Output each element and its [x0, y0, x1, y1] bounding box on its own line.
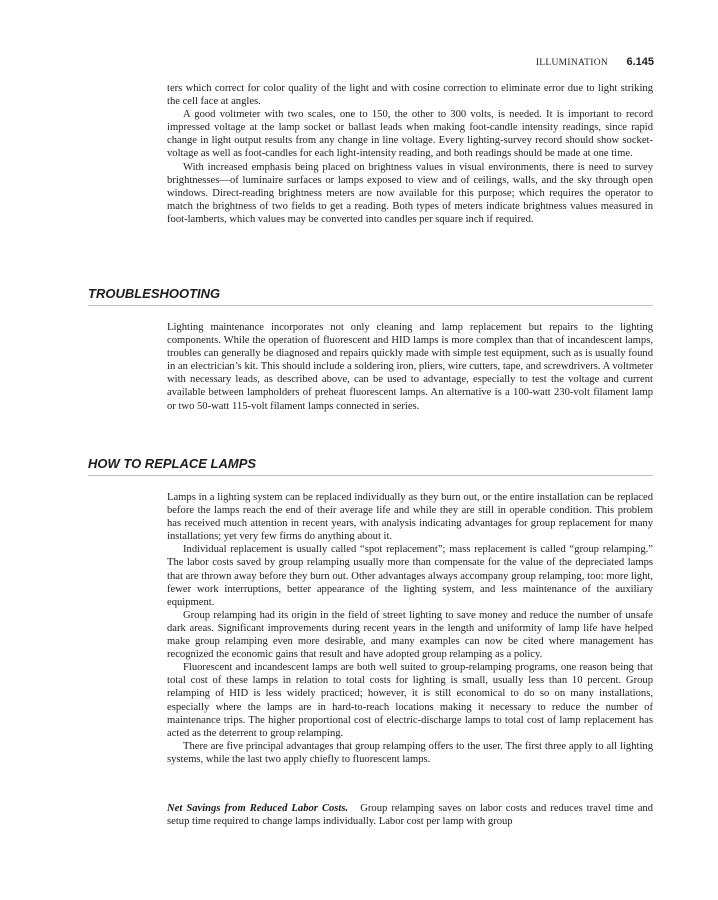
- running-head: [536, 52, 654, 70]
- page-number: 6.145: [626, 56, 654, 68]
- replace-paragraph-5: There are five principal advantages that group relamping offers to the user. The first three apply to all lighting systems, while the last two apply chiefly to fluorescent lamps.: [167, 740, 653, 765]
- intro-paragraph-1: ters which correct for color quality of the light and with cosine correction to eliminate error due to light striking the cell face at angles.: [167, 83, 653, 108]
- intro-block: [167, 82, 653, 226]
- troubleshooting-block: [167, 321, 653, 413]
- replace-paragraph-3: Group relamping had its origin in the field of street lighting to save money and reduce the number of unsafe dark areas. Significant improvements during recent years in the length and uniformity of lamp life have helped make group relamping even more desirable, and many examples can now be cited where management has recognized the economic gains that result and have adopted group relamping as a policy.: [167, 609, 653, 661]
- troubleshooting-heading: TROUBLESHOOTING: [88, 286, 653, 306]
- replace-paragraph-2: Individual replacement is usually called “spot replacement”; mass replacement is called “group relamping.” The labor costs saved by group relamping usually more than compensate for the value of the depreciated lamps that are thrown away before they burn out. Other advantages always accompany group relamping, too: more light, fewer work interruptions, better appearance of the lighting system, and less maintenance of the auxiliary equipment.: [167, 544, 653, 608]
- net-savings-paragraph: [167, 802, 653, 828]
- troubleshooting-paragraph-1: Lighting maintenance incorporates not only cleaning and lamp replacement but repairs to the lighting components. While the operation of fluorescent and HID lamps is more complex than that of incandescent lamps, troubles can generally be diagnosed and repairs quickly made with simple test equipment, such as is usually found in an electrician’s kit. This should include a soldering iron, pliers, wire cutters, tape, and screwdrivers. A voltmeter with necessary leads, as described above, can be used to advantage, especially to test the voltage and current available between lampholders of preheat fluorescent lamps. An alternative is a 100-watt 230-volt filament lamp or two 50-watt 115-volt filament lamps connected in series.: [167, 322, 653, 412]
- net-savings-text: Group relamping saves on labor costs and reduces travel time and setup time required to change lamps individually. Labor cost per lamp with group: [167, 803, 653, 828]
- replace-lamps-block: [167, 491, 653, 766]
- intro-paragraph-2: A good voltmeter with two scales, one to 150, the other to 300 volts, is needed. It is important to record impressed voltage at the lamp socket or ballast leads when making foot-candle intensity readings, since rapid change in light output results from any change in line voltage. Every lighting-survey record should show socket-voltage as well as foot-candles for each light-intensity reading, and both readings should be made at one time.: [167, 109, 653, 160]
- replace-paragraph-4: Fluorescent and incandescent lamps are both well suited to group-relamping programs, one reason being that total cost of these lamps in relation to total costs for lighting is small, usually less than 10 percent. Group relamping of HID is less widely practiced; however, it is still economical to do so on many installations, especially where the lamps are in hard-to-reach locations making it necessary to reduce the number of maintenance trips. The higher proportional cost of electric-discharge lamps to total cost of lamp replacement has acted as the deterrent to group relamping.: [167, 662, 653, 739]
- net-savings-runin-heading: Net Savings from Reduced Labor Costs.: [167, 803, 349, 814]
- replace-paragraph-1: Lamps in a lighting system can be replaced individually as they burn out, or the entire installation can be replaced before the lamps reach the end of their average life and while they are still in operable condition. This problem has received much attention in recent years, with analysis indicating advantages for group replacement for many installations; yet very few firms do anything about it.: [167, 492, 653, 543]
- replace-lamps-heading: HOW TO REPLACE LAMPS: [88, 456, 653, 476]
- net-savings-block: [167, 802, 653, 828]
- running-head-section: ILLUMINATION: [535, 58, 609, 68]
- intro-paragraph-3: With increased emphasis being placed on brightness values in visual environments, there is need to survey brightnesses—of luminaire surfaces or lamps exposed to view and of ceilings, walls, and the sky through open windows. Direct-reading brightness meters are now available for this purpose; which requires the operator to match the brightness of two fields to get a reading. Both types of meters indicate brightness values measured in foot-lamberts, which values may be converted into candles per square inch if required.: [167, 161, 653, 225]
